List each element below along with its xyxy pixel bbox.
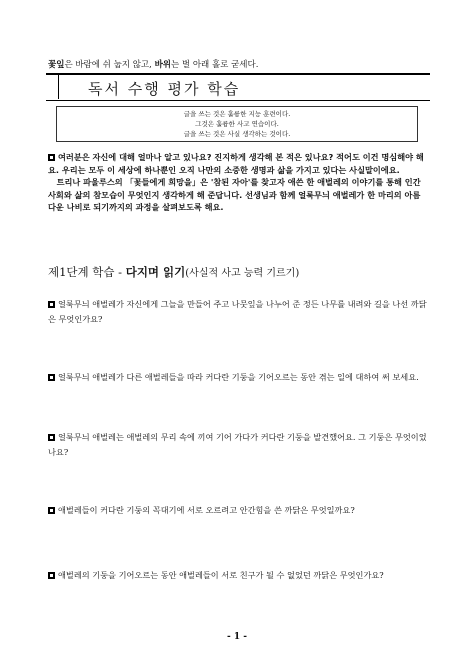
question-4: [48, 503, 434, 518]
square-bullet-icon: [48, 301, 55, 308]
page-title: 독서 수행 평가 학습: [88, 80, 241, 98]
question-1: [48, 297, 434, 327]
quote-line: 글을 쓰는 것은 사실 생각하는 것이다.: [183, 130, 291, 138]
question-text: 애벌레들이 커다란 기둥의 꼭대기에 서로 오르려고 안간힘을 쓴 까닭은 무엇일까요?: [58, 505, 355, 515]
question-text: 애벌레의 기둥을 기어오르는 동안 애벌레들이 서로 친구가 될 수 없었던 까닭은 무엇인가요?: [58, 570, 384, 580]
question-text: 얼룩무늬 애벌레가 다른 애벌레들을 따라 커다란 기둥을 기어오르는 동안 겪는 일에 대하여 써 보세요.: [58, 372, 419, 382]
header-motto: [48, 58, 428, 70]
question-5: [48, 568, 434, 583]
question-text: 얼룩무늬 애벌레는 애벌레의 무리 속에 끼여 기어 가다가 커다란 기둥을 발견했어요. 그 기둥은 무엇이었나요?: [48, 432, 427, 457]
quote-line: 글을 쓰는 것은 훌륭한 지능 훈련이다.: [183, 110, 291, 118]
question-2: [48, 370, 434, 385]
quote-box: [56, 106, 418, 142]
header-bottom-rule: [46, 100, 430, 101]
intro-paragraph-2: [48, 176, 428, 214]
header-side-rule: [58, 74, 59, 99]
header-top-rule: [46, 73, 430, 75]
question-3: [48, 430, 434, 460]
page-number: - 1 -: [227, 632, 247, 642]
motto-text-2: 는 벌 아래 홀로 굳세다.: [171, 60, 259, 70]
square-bullet-icon: [48, 434, 55, 441]
stage-prefix: 제1단계 학습 -: [48, 265, 126, 279]
intro-paragraph-1: [48, 151, 428, 176]
stage-heading: [48, 264, 299, 280]
square-bullet-icon: [48, 154, 55, 161]
motto-text-1: 은 바람에 쉬 눕지 않고,: [64, 60, 155, 70]
question-text: 얼룩무늬 애벌레가 자신에게 그늘을 만들어 주고 나뭇잎을 나누어 준 정든 나무를 내려와 길을 나선 까닭은 무엇인가요?: [48, 299, 427, 324]
motto-word-petal: 꽃잎: [48, 60, 65, 70]
square-bullet-icon: [48, 572, 55, 579]
stage-suffix: (사실적 사고 능력 기르기): [185, 268, 300, 279]
stage-name: 다지며 읽기: [125, 265, 186, 279]
square-bullet-icon: [48, 507, 55, 514]
square-bullet-icon: [48, 374, 55, 381]
intro-text-2: 트리나 파울루스의 「꽃들에게 희망을」은 '참된 자아'를 찾고자 애쓴 한 애벌레의 이야기를 통해 인간 사회와 삶의 참모습이 무엇인지 생각하게 해 준답니다. 선생님과 함께 얼룩무늬 애벌레가 한 마리의 아름다운 나비로 되기까지의 과정을 살펴보도록 해요.: [48, 177, 421, 212]
intro-section: [48, 151, 428, 214]
quote-line: 그것은 훌륭한 사고 연습이다.: [195, 120, 279, 128]
intro-text-1: 여러분은 자신에 대해 얼마나 알고 있나요? 진지하게 생각해 본 적은 있나요? 적어도 이건 명심해야 해요. 우리는 모두 이 세상에 하나뿐인 오직 나만의 소중한 생명과 삶을 가지고 있다는 사실말이에요.: [48, 152, 424, 175]
motto-word-rock: 바위: [154, 60, 171, 70]
